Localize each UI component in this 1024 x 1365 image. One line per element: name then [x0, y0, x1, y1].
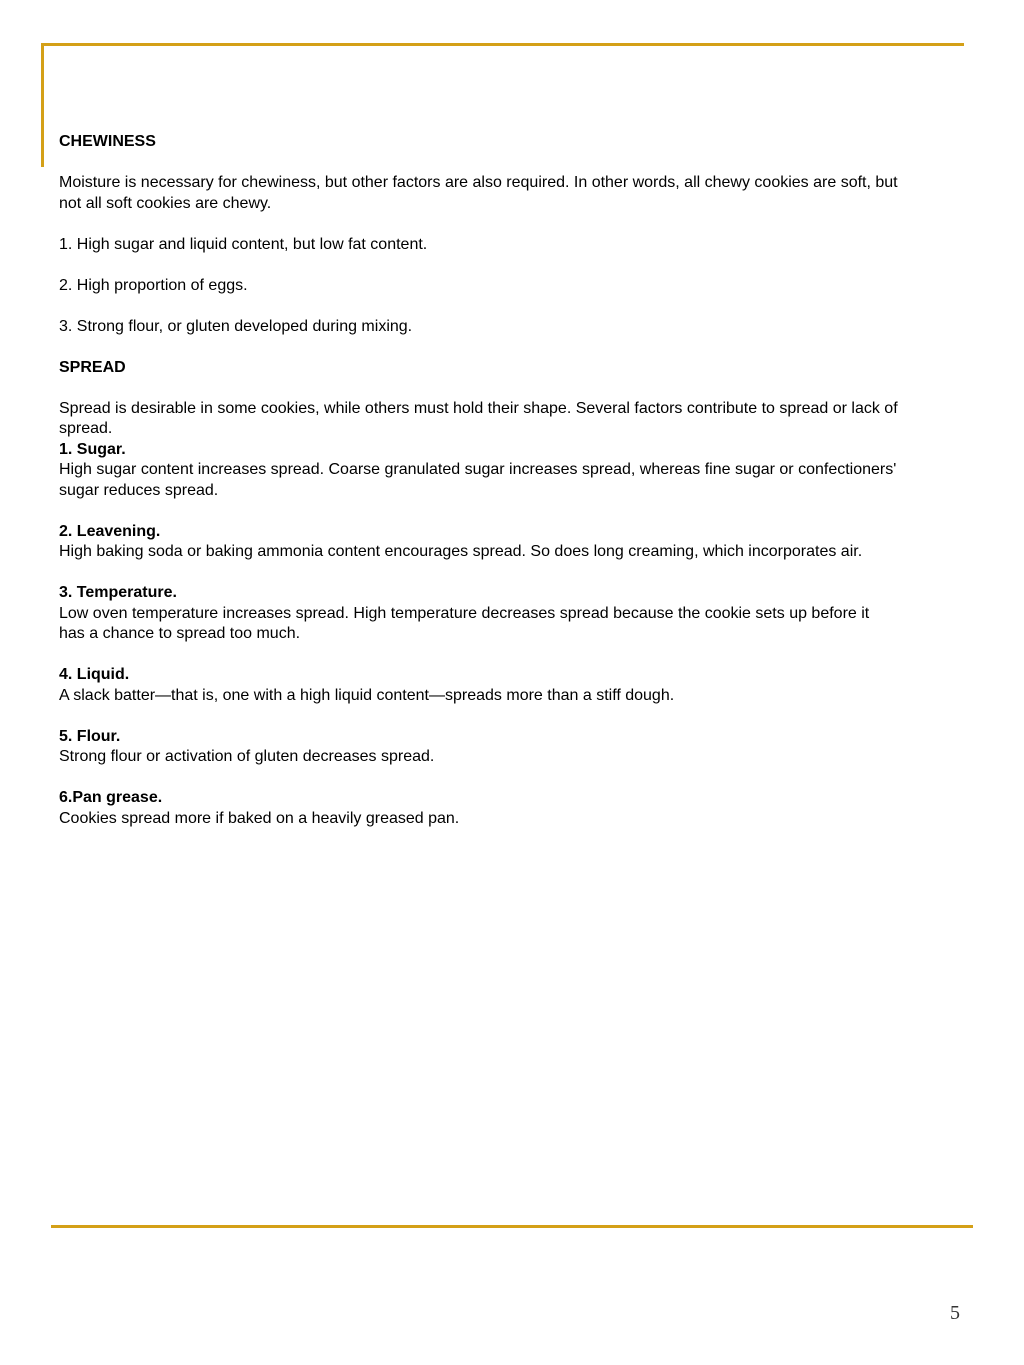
factor-liquid-title: 4. Liquid.	[59, 666, 130, 683]
factor-pan-grease-title: 6.Pan grease.	[59, 789, 163, 806]
factor-leavening-title: 2. Leavening.	[59, 522, 161, 540]
page-content	[59, 132, 959, 829]
spread-intro-line-2: spread.	[59, 420, 113, 437]
spread-intro-line-1: Spread is desirable in some cookies, while others must hold their shape. Several factors contribute to spread or lack of	[59, 399, 898, 417]
factor-leavening-text-line-1: High baking soda or baking ammonia content encourages spread. So does long creaming, which incorporates air.	[59, 543, 863, 560]
factor-sugar-text-line-1: High sugar content increases spread. Coarse granulated sugar increases spread, whereas fine sugar or confectioners'	[59, 461, 897, 478]
factor-flour-title: 5. Flour.	[59, 727, 121, 745]
spread-heading: SPREAD	[59, 358, 126, 376]
factor-temperature-title: 3. Temperature.	[59, 584, 177, 601]
factor-temperature-text-line-1: Low oven temperature increases spread. High temperature decreases spread because the cookie sets up before it	[59, 604, 870, 622]
chewiness-item-1: 1. High sugar and liquid content, but low fat content.	[59, 235, 428, 253]
factor-pan-grease-text-line-1: Cookies spread more if baked on a heavily greased pan.	[59, 809, 460, 827]
chewiness-item-3: 3. Strong flour, or gluten developed during mixing.	[59, 317, 413, 335]
page-number: 5	[950, 1302, 960, 1324]
chewiness-heading: CHEWINESS	[59, 133, 156, 150]
factor-sugar-title: 1. Sugar.	[59, 440, 126, 458]
left-border-rule	[41, 43, 44, 167]
factor-liquid-text-line-1: A slack batter—that is, one with a high liquid content—spreads more than a stiff dough.	[59, 686, 675, 704]
top-border-rule	[41, 43, 964, 46]
bottom-border-rule	[51, 1225, 973, 1228]
factor-sugar-text-line-2: sugar reduces spread.	[59, 481, 219, 499]
chewiness-intro-line-1: Moisture is necessary for chewiness, but other factors are also required. In other words, all chewy cookies are soft, but	[59, 174, 898, 191]
chewiness-intro-line-2: not all soft cookies are chewy.	[59, 194, 272, 212]
chewiness-item-2: 2. High proportion of eggs.	[59, 276, 248, 294]
factor-temperature-text-line-2: has a chance to spread too much.	[59, 625, 301, 642]
factor-flour-text-line-1: Strong flour or activation of gluten decreases spread.	[59, 748, 435, 765]
